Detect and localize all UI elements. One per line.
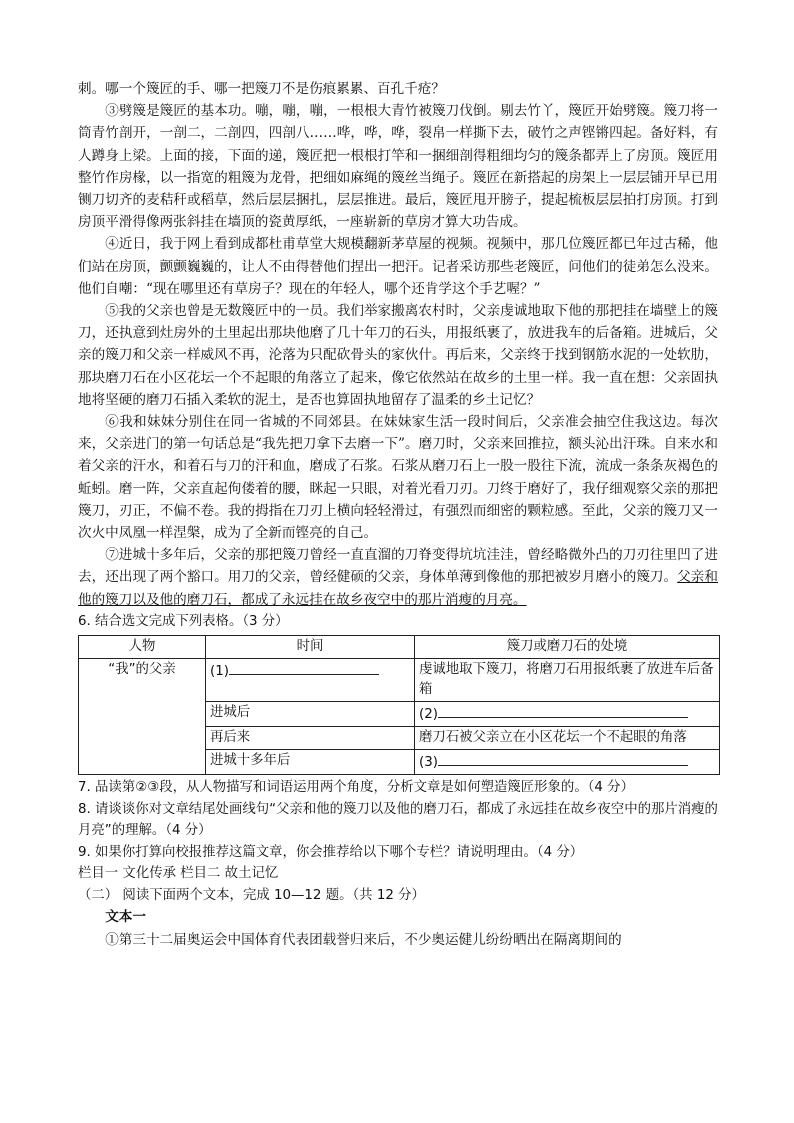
person-cell: “我”的父亲 [79,659,206,775]
blank-label-1: (1) [210,664,229,680]
table-row [79,659,720,702]
paragraph-4: ④近日，我于网上看到成都杜甫草堂大规模翻新茅草屋的视频。视频中，那几位篾匠都已年过古稀，他们站在房顶，颤颤巍巍的，让人不由得替他们捏出一把汗。记者采访那些老篾匠，问他们的徒弟怎么没来。他们自嘲：“现在哪里还有草房子？现在的年轻人，哪个还肯学这个手艺喔？” [78,236,718,297]
blank-3[interactable] [438,751,688,766]
time-cell[interactable] [206,659,415,702]
question-8: 8. 请谈谈你对文章结尾处画线句“父亲和他的篾刀以及他的磨刀石，都成了永远挂在故乡夜空中的那片消瘦的月亮”的理解。（4 分） [78,801,718,839]
situation-cell[interactable] [415,750,720,775]
table-header-row [79,636,720,659]
question-7: 7. 品读第②③段，从人物描写和词语运用两个角度，分析文章是如何塑造篾匠形象的。（4 分） [78,780,634,796]
paragraph-3: ③劈篾是篾匠的基本功。嘣，嘣，嘣，一根根大青竹被篾刀伐倒。剔去竹丫，篾匠开始劈篾。篾刀将一筒青竹剖开，一剖二，二剖四，四剖八……哗，哗，哗，裂帛一样撕下去，破竹之声铿锵四起。备好料，有人蹲身上梁。上面的接，下面的递，篾匠把一根根打竿和一捆细剖得粗细均匀的篾条都弄上了房顶。篾匠用整竹作房椽，以一指宽的粗篾为龙骨，把细如麻绳的篾丝当绳子。篾匠在新搭起的房架上一层层铺开早已用铡刀切齐的麦秸秆或稻草，然后层层捆扎，层层推进。最后，篾匠甩开膀子，提起梳板层层拍打房顶。打到房顶平滑得像两张斜挂在墙顶的瓷黄厚纸，一座崭新的草房才算大功告成。 [78,103,718,231]
situation-cell: 磨刀石被父亲立在小区花坛一个不起眼的角落 [415,727,720,750]
situation-cell[interactable] [415,702,720,727]
blank-label-3: (3) [419,755,438,771]
paragraph-5: ⑤我的父亲也曾是无数篾匠中的一员。我们举家搬离农村时，父亲虔诚地取下他的那把挂在墙壁上的篾刀，还执意到灶房外的土里起出那块他磨了几十年刀的石头，用报纸裹了，放进我车的后备箱。进城后，父亲的篾刀和父亲一样威风不再，沦落为只配砍骨头的家伙什。再后来，父亲终于找到钢筋水泥的一处软肋，那块磨刀石在小区花坛一个不起眼的角落立了起来，像它依然站在故乡的土里一样。我一直在想：父亲固执地将坚硬的磨刀石插入柔软的泥土，是否也算固执地留存了温柔的乡土记忆？ [78,303,718,408]
column-options: 栏目一 文化传承 栏目二 故土记忆 [78,866,279,882]
passage-intro: 刺。哪一个篾匠的手、哪一把篾刀不是伤痕累累、百孔千疮？ [78,81,446,97]
section-2-heading: （二） 阅读下面两个文本，完成 10—12 题。（共 12 分） [78,887,425,903]
answer-table [78,635,720,775]
time-cell: 进城十多年后 [206,750,415,775]
paragraph-6: ⑥我和妹妹分别住在同一省城的不同郊县。在妹妹家生活一段时间后，父亲准会抽空住我这边。每次来，父亲进门的第一句话总是“我先把刀拿下去磨一下”。磨刀时，父亲来回推拉，额头沁出汗珠。自来水和着父亲的汗水，和着石与刀的汗和血，磨成了石浆。石浆从磨刀石上一股一股往下流，流成一条条灰褐色的蚯蚓。磨一阵，父亲直起佝偻着的腰，眯起一只眼，对着光看刀刃。刀终于磨好了，我仔细观察父亲的那把篾刀，刃正，不偏不卷。我的拇指在刀刃上横向轻轻滑过，有强烈而细密的颗粒感。至此，父亲的篾刀又一次火中凤凰一样涅槃，成为了全新而铿亮的自己。 [78,414,718,542]
question-9: 9. 如果你打算向校报推荐这篇文章，你会推荐给以下哪个专栏？请说明理由。（4 分） [78,844,584,860]
question-6: 6. 结合选文完成下列表格。（3 分） [78,613,289,629]
blank-label-2: (2) [419,707,438,723]
header-situation: 篾刀或磨刀石的处境 [415,636,720,659]
time-cell: 进城后 [206,702,415,727]
header-person: 人物 [79,636,206,659]
time-cell: 再后来 [206,727,415,750]
blank-2[interactable] [438,703,688,718]
text-1-paragraph-1: ①第三十二届奥运会中国体育代表团载誉归来后，不少奥运健儿纷纷晒出在隔离期间的 [105,931,622,948]
underlined-sentence: 父亲和他的篾刀以及他的磨刀石，都成了永远挂在故乡夜空中的那片消瘦的月亮。 [78,569,719,608]
text-1-title: 文本一 [105,909,146,926]
situation-cell: 虔诚地取下篾刀，将磨刀石用报纸裹了放进车后备箱 [415,659,720,702]
paragraph-7-text: ⑦进城十多年后，父亲的那把篾刀曾经一直直溜的刀脊变得坑坑洼洼，曾经略微外凸的刀刃往里凹了进去，还出现了两个豁口。用刀的父亲，曾经健硕的父亲，身体单薄到像他的那把被岁月磨小的篾刀。 [78,547,718,586]
exam-page [78,78,718,951]
blank-1[interactable] [229,660,379,675]
header-time: 时间 [206,636,415,659]
paragraph-7 [78,544,718,611]
